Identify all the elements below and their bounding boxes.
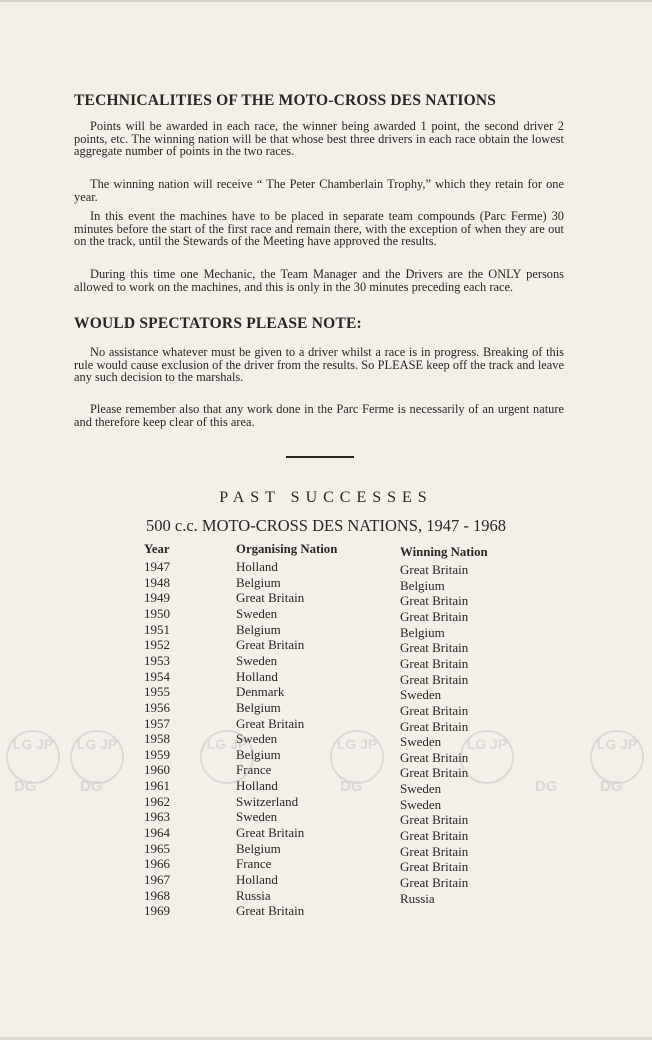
result-year: 1969 [144, 903, 170, 919]
result-winning-nation: Great Britain [400, 749, 469, 765]
result-year: 1960 [144, 762, 170, 778]
result-organising-nation: France [236, 762, 272, 778]
result-winning-nation: Sweden [400, 734, 442, 750]
result-winning-nation: Sweden [400, 687, 442, 703]
result-year: 1951 [144, 621, 170, 637]
watermark-logo: LG JP [200, 730, 254, 784]
technicalities-paragraph-4: During this time one Mechanic, the Team Manager and the Drivers are the ONLY persons allowed to work on the machines, and this is only in the 30 minutes preceding each race. [74, 267, 564, 294]
result-year: 1957 [144, 715, 170, 731]
organising-column-header: Organising Nation [236, 542, 338, 556]
result-organising-nation: Sweden [236, 809, 278, 825]
result-organising-nation: Great Britain [236, 590, 305, 606]
result-winning-nation: Sweden [400, 781, 442, 797]
result-organising-nation: Holland [236, 668, 278, 684]
spectators-paragraph-2: Please remember also that any work done in the Parc Ferme is necessarily of an urgent nature and therefore keep clear of this area. [74, 402, 564, 429]
result-year: 1953 [144, 652, 170, 668]
spectators-heading: WOULD SPECTATORS PLEASE NOTE: [74, 315, 362, 332]
result-organising-nation: Belgium [236, 574, 281, 590]
result-organising-nation: Denmark [236, 684, 285, 700]
result-organising-nation: Holland [236, 872, 278, 887]
result-year: 1968 [144, 887, 170, 903]
result-year: 1954 [144, 668, 170, 684]
result-winning-nation: Belgium [400, 577, 445, 593]
result-year: 1958 [144, 731, 170, 747]
result-organising-nation: France [236, 856, 272, 872]
watermark-logo: LG JP [590, 730, 644, 784]
result-winning-nation: Great Britain [400, 702, 469, 718]
result-organising-nation: Belgium [236, 699, 281, 715]
result-organising-nation: Belgium [236, 621, 281, 637]
section-divider [286, 456, 354, 458]
result-organising-nation: Sweden [236, 652, 278, 668]
watermark-logo: LG JP [330, 730, 384, 784]
year-column-header: Year [144, 542, 170, 556]
result-winning-nation: Great Britain [400, 718, 469, 734]
result-year: 1955 [144, 684, 170, 700]
watermark-letters: DG [14, 778, 37, 795]
result-organising-nation: Holland [236, 778, 278, 794]
result-organising-nation: Holland [236, 559, 278, 574]
result-winning-nation: Great Britain [400, 562, 469, 577]
result-year: 1967 [144, 872, 170, 887]
watermark-letters: DG [600, 778, 623, 795]
result-winning-nation: Russia [400, 890, 435, 906]
result-winning-nation: Great Britain [400, 875, 469, 890]
result-winning-nation: Great Britain [400, 765, 469, 781]
result-winning-nation: Sweden [400, 796, 442, 812]
watermark-letters: DG [535, 778, 558, 795]
result-year: 1964 [144, 825, 170, 841]
result-winning-nation: Great Britain [400, 593, 469, 609]
result-year: 1948 [144, 574, 170, 590]
watermark [0, 730, 652, 800]
result-organising-nation: Great Britain [236, 637, 305, 653]
result-winning-nation: Great Britain [400, 859, 469, 875]
result-year: 1966 [144, 856, 170, 872]
result-winning-nation: Belgium [400, 624, 445, 640]
watermark-logo: LG JP [460, 730, 514, 784]
result-year: 1962 [144, 793, 170, 809]
technicalities-heading: TECHNICALITIES OF THE MOTO-CROSS DES NATIONS [74, 92, 497, 109]
spectators-paragraph-1: No assistance whatever must be given to a driver whilst a race is in progress. Breaking of this rule would cause exclusion of the driver from the results. So PLEASE keep off the track and leave any such decision to the marshals. [74, 345, 564, 385]
result-organising-nation: Belgium [236, 746, 281, 762]
result-winning-nation: Great Britain [400, 843, 469, 859]
past-successes-subtitle: 500 c.c. MOTO-CROSS DES NATIONS, 1947 - 1968 [146, 516, 506, 535]
past-successes-title: PAST SUCCESSES [219, 489, 433, 506]
technicalities-paragraph-3: In this event the machines have to be placed in separate team compounds (Parc Ferme) 30 minutes before the start of the first race and remain there, with the exception of when they are out on the track, until the Stewards of the Meeting have approved the results. [74, 209, 564, 249]
result-year: 1965 [144, 840, 170, 856]
winning-column-header: Winning Nation [400, 545, 488, 559]
result-year: 1956 [144, 699, 170, 715]
result-organising-nation: Russia [236, 887, 271, 903]
result-year: 1961 [144, 778, 170, 794]
result-organising-nation: Great Britain [236, 715, 305, 731]
result-winning-nation: Great Britain [400, 671, 469, 687]
result-winning-nation: Great Britain [400, 640, 469, 656]
result-organising-nation: Switzerland [236, 793, 299, 809]
result-winning-nation: Great Britain [400, 828, 469, 844]
result-winning-nation: Great Britain [400, 655, 469, 671]
result-year: 1950 [144, 605, 170, 621]
result-year: 1952 [144, 637, 170, 653]
result-organising-nation: Great Britain [236, 825, 305, 841]
result-organising-nation: Sweden [236, 731, 278, 747]
result-winning-nation: Great Britain [400, 812, 469, 828]
result-year: 1963 [144, 809, 170, 825]
technicalities-paragraph-2: The winning nation will receive “ The Peter Chamberlain Trophy,” which they retain for one year. [74, 177, 564, 204]
result-organising-nation: Belgium [236, 840, 281, 856]
result-winning-nation: Great Britain [400, 608, 469, 624]
technicalities-paragraph-1: Points will be awarded in each race, the winner being awarded 1 point, the second driver 2 points, etc. The winning nation will be that whose best three drivers in each race obtain the lowest aggregate number of points in the two races. [74, 119, 564, 159]
watermark-logo: LG JP [6, 730, 60, 784]
result-year: 1959 [144, 746, 170, 762]
page-top-edge [0, 0, 652, 2]
watermark-letters: DG [340, 778, 363, 795]
result-organising-nation: Great Britain [236, 903, 305, 919]
watermark-logo: LG JP [70, 730, 124, 784]
result-year: 1949 [144, 590, 170, 606]
result-year: 1947 [144, 559, 170, 574]
result-organising-nation: Sweden [236, 605, 278, 621]
watermark-letters: DG [80, 778, 103, 795]
